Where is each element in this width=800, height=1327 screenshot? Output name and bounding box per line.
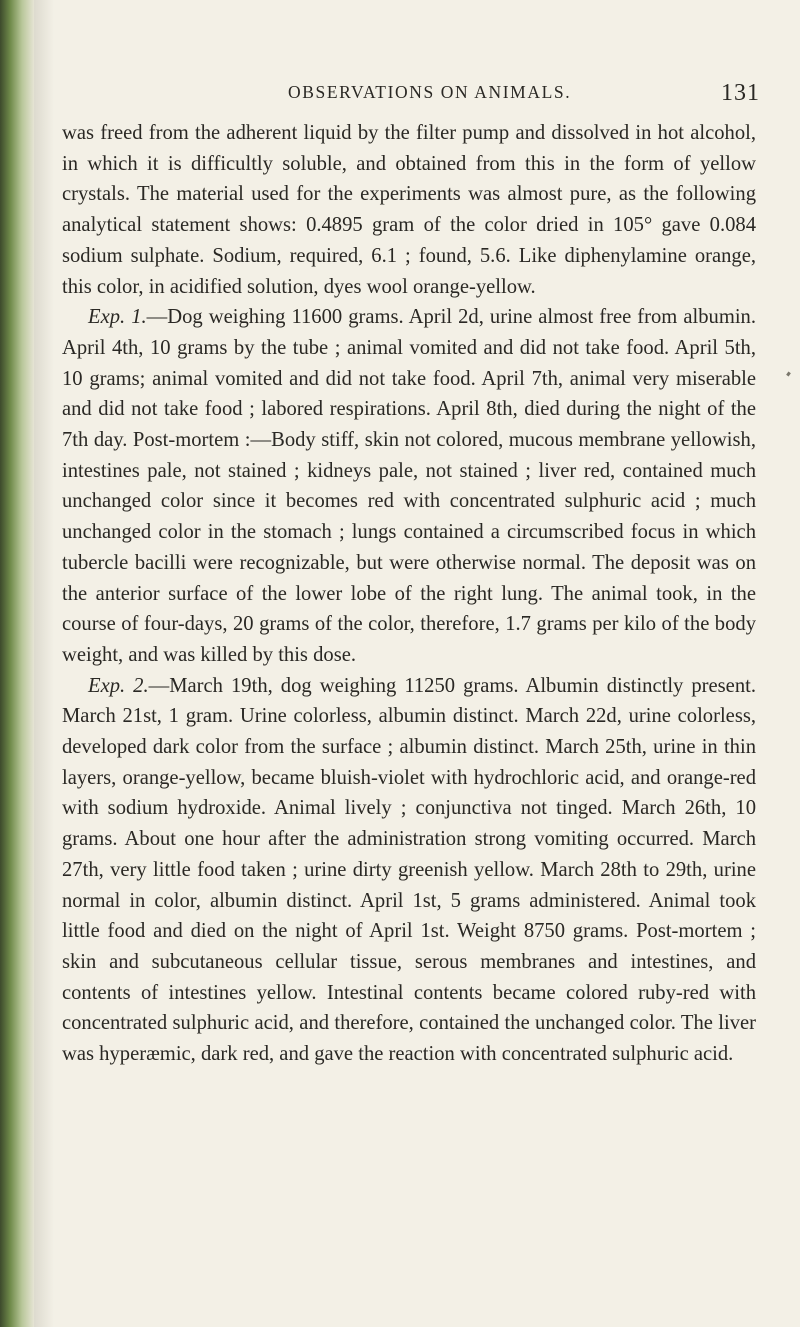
book-spine-edge <box>0 0 34 1327</box>
running-head: OBSERVATIONS ON ANIMALS. <box>288 82 572 102</box>
experiment-label: Exp. 2. <box>88 674 149 697</box>
body-text <box>62 118 756 1070</box>
paragraph-experiment-2 <box>62 671 756 1070</box>
paragraph-text: —March 19th, dog weighing 11250 grams. Albumin distinctly present. March 21st, 1 gram. Urine colorless, albumin distinct. March 22d, urine colorless, developed dark color from the surface ; albumin distinct. March 25th, urine in thin layers, orange-yellow, became bluish-violet with hydrochloric acid, and orange-red with sodium hydroxide. Animal lively ; conjunctiva not tinged. March 26th, 10 grams. About one hour after the administration strong vomiting occurred. March 27th, very little food taken ; urine dirty greenish yellow. March 28th to 29th, urine normal in color, albumin distinct. April 1st, 5 grams administered. Animal took little food and died on the night of April 1st. Weight 8750 grams. Post-mortem ; skin and subcutaneous cellular tissue, serous membranes and intestines, and contents of intestines yellow. Intestinal contents became colored ruby-red with concentrated sulphuric acid, and therefore, contained the unchanged color. The liver was hyperæmic, dark red, and gave the reaction with concentrated sulphuric acid. <box>62 674 756 1066</box>
margin-mark <box>786 372 791 377</box>
page-number: 131 <box>721 80 760 106</box>
paragraph-intro <box>62 118 756 302</box>
book-page <box>62 0 782 1327</box>
paragraph-text: was freed from the adherent liquid by the filter pump and dissolved in hot alcohol, in which it is difficultly soluble, and obtained from this in the form of yellow crystals. The material used for the experiments was almost pure, as the following analytical statement shows: 0.4895 gram of the color dried in 105° gave 0.084 sodium sulphate. Sodium, required, 6.1 ; found, 5.6. Like diphenylamine orange, this color, in acidified solution, dyes wool orange-yellow. <box>62 122 756 298</box>
page-header <box>62 82 762 110</box>
experiment-label: Exp. 1. <box>88 306 147 329</box>
paragraph-experiment-1 <box>62 302 756 670</box>
paragraph-text: —Dog weighing 11600 grams. April 2d, urine almost free from albumin. April 4th, 10 grams by the tube ; animal vomited and did not take food. April 5th, 10 grams; animal vomited and did not take food. April 7th, animal very miserable and did not take food ; labored respirations. April 8th, died during the night of the 7th day. Post-mortem :—Body stiff, skin not colored, mucous membrane yellowish, intestines pale, not stained ; kidneys pale, not stained ; liver red, contained much unchanged color since it becomes red with concentrated sulphuric acid ; much unchanged color in the stomach ; lungs contained a circumscribed focus in which tubercle bacilli were recognizable, but were otherwise normal. The deposit was on the anterior surface of the lower lobe of the right lung. The animal took, in the course of four-days, 20 grams of the color, therefore, 1.7 grams per kilo of the body weight, and was killed by this dose. <box>62 306 757 666</box>
gutter-shadow <box>34 0 54 1327</box>
